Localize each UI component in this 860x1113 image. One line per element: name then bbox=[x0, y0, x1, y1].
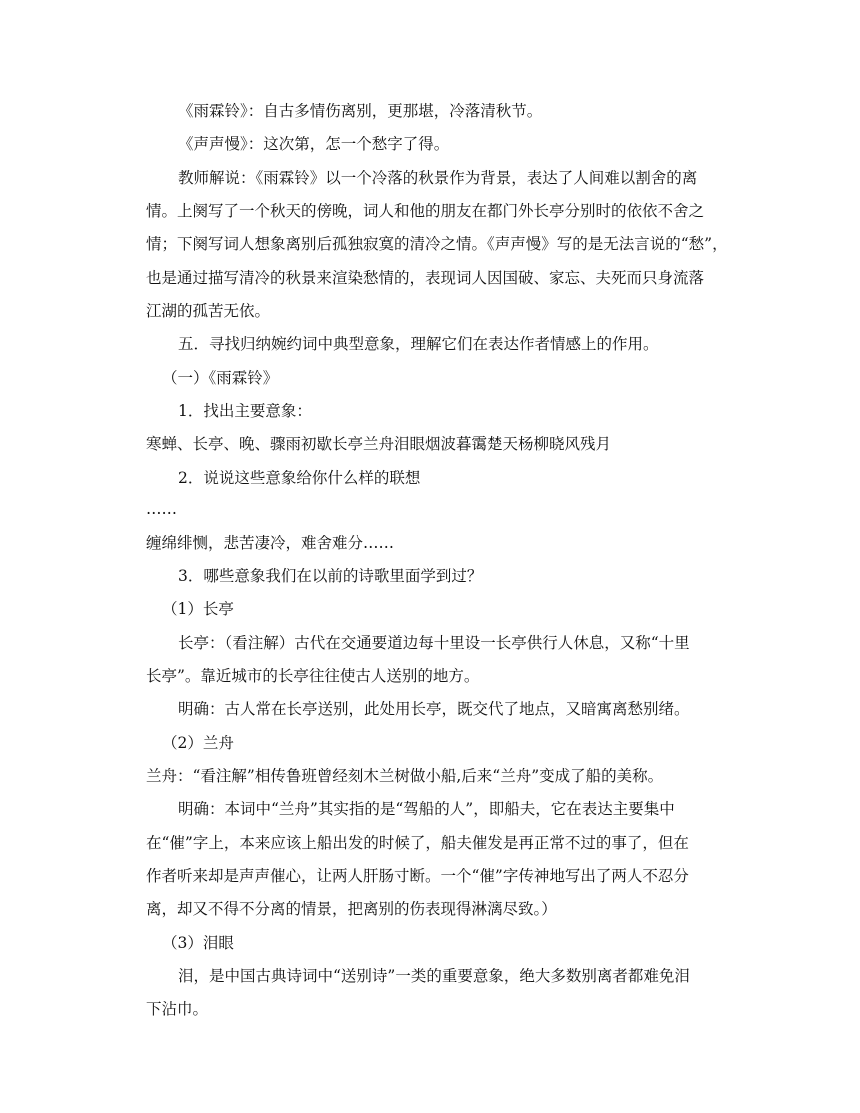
paragraph-line: 教师解说：《雨霖铃》以一个冷落的秋景作为背景，表达了人间难以割舍的离 bbox=[178, 169, 698, 187]
paragraph-line: 在“催”字上，本来应该上船出发的时候了，船夫催发是再正常不过的事了，但在 bbox=[146, 834, 689, 852]
paragraph-line: 情；下阕写词人想象离别后孤独寂寞的清冷之情。《声声慢》写的是无法言说的“愁”， bbox=[146, 235, 728, 253]
paragraph-line: 长亭：（看注解）古代在交通要道边每十里设一长亭供行人休息，又称“十里 bbox=[178, 634, 690, 652]
paragraph-line: 明确：古人常在长亭送别，此处用长亭，既交代了地点，又暗寓离愁别绪。 bbox=[178, 700, 690, 718]
item-heading: （3）泪眼 bbox=[162, 934, 234, 952]
quote-yulinling: 《雨霖铃》：自古多情伤离别，更那堪，冷落清秋节。 bbox=[178, 102, 543, 120]
paragraph-line: 明确：本词中“兰舟”其实指的是“驾船的人”，即船夫，它在表达主要集中 bbox=[178, 800, 675, 818]
list-item: 2．说说这些意象给你什么样的联想 bbox=[178, 469, 421, 487]
ellipsis-line: …… bbox=[146, 500, 177, 518]
paragraph-line: 兰舟：“看注解”相传鲁班曾经刻木兰树做小船,后来“兰舟”变成了船的美称。 bbox=[146, 767, 664, 785]
paragraph-line: 也是通过描写清冷的秋景来渲染愁情的，表现词人因国破、家忘、夫死而只身流落 bbox=[146, 269, 705, 287]
paragraph-line: 江湖的孤苦无依。 bbox=[146, 302, 271, 320]
paragraph-line: 作者听来却是声声催心，让两人肝肠寸断。一个“催”字传神地写出了两人不忍分 bbox=[146, 867, 689, 885]
paragraph-line: 泪，是中国古典诗词中“送别诗”一类的重要意象，绝大多数别离者都难免泪 bbox=[178, 967, 690, 985]
subsection-heading: （一）《雨霖铃》 bbox=[162, 369, 279, 387]
quote-shengshengman: 《声声慢》：这次第，怎一个愁字了得。 bbox=[178, 135, 450, 153]
section-heading: 五．寻找归纳婉约词中典型意象，理解它们在表达作者情感上的作用。 bbox=[178, 335, 659, 353]
paragraph-line: 长亭”。靠近城市的长亭往往使古人送别的地方。 bbox=[146, 667, 480, 685]
paragraph-line: 离，却又不得不分离的情景，把离别的伤表现得淋漓尽致。） bbox=[146, 900, 557, 918]
paragraph-line: 寒蝉、长亭、晚、骤雨初歇长亭兰舟泪眼烟波暮霭楚天杨柳晓风残月 bbox=[146, 435, 612, 453]
list-item: 1．找出主要意象： bbox=[178, 402, 312, 420]
list-item: 3．哪些意象我们在以前的诗歌里面学到过？ bbox=[178, 567, 483, 585]
paragraph-line: 缠绵绯恻，悲苦凄冷，难舍难分…… bbox=[146, 534, 395, 552]
item-heading: （2）兰舟 bbox=[162, 734, 234, 752]
item-heading: （1）长亭 bbox=[162, 600, 234, 618]
paragraph-line: 下沾巾。 bbox=[146, 1000, 209, 1018]
paragraph-line: 情。上阕写了一个秋天的傍晚，词人和他的朋友在都门外长亭分别时的依依不舍之 bbox=[146, 202, 705, 220]
